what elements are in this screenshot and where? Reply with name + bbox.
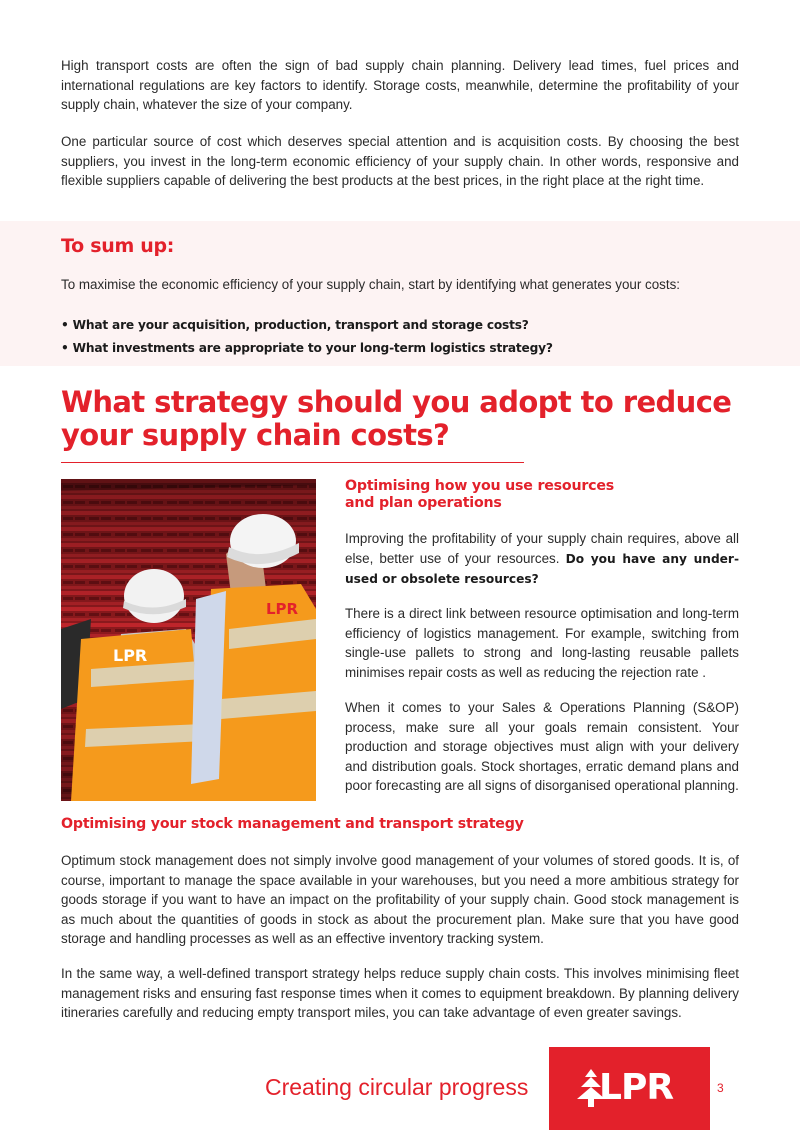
resources-p1-question: Do you have any under-used or obsolete resources? <box>345 551 740 586</box>
resources-paragraph-1 <box>345 529 739 590</box>
resources-heading: Optimising how you use resources and plan operations <box>345 478 615 511</box>
heading-divider <box>61 462 524 463</box>
summary-title: To sum up: <box>61 235 175 257</box>
main-heading: What strategy should you adopt to reduce your supply chain costs? <box>61 385 732 452</box>
summary-lead: To maximise the economic efficiency of your supply chain, start by identifying what generates your costs: <box>61 277 680 292</box>
intro-paragraph-2: One particular source of cost which deserves special attention and is acquisition costs. By choosing the best suppliers, you invest in the long-term economic efficiency of your supply chain. In other words, responsive and flexible suppliers capable of delivering the best products at the best prices, in the right place at the right time. <box>61 134 739 188</box>
resources-p3-text: When it comes to your Sales & Operations Planning (S&OP) process, make sure all your goals remain consistent. Your production and storage objectives must align with your delivery and distribution goals. Stock shortages, erratic demand plans and poor forecasting are all signs of disorganised operational planning. <box>345 700 739 793</box>
vest-logo-text: LPR <box>113 646 148 665</box>
summary-box <box>0 221 800 366</box>
footer-tagline: Creating circular progress <box>265 1074 529 1100</box>
resources-p1-text: Improving the profitability of your supply chain requires, above all else, better use of your resources. <box>345 531 739 566</box>
resources-paragraph-2 <box>345 604 739 682</box>
stock-heading: Optimising your stock management and transport strategy <box>61 816 524 832</box>
resources-p2-text: There is a direct link between resource optimisation and long-term efficiency of logistics management. For example, switching from single-use pallets to strong and long-lasting reusable pallets minimises repair costs as well as reducing the rejection rate . <box>345 606 739 680</box>
stock-heading-block <box>61 816 661 833</box>
warehouse-workers-photo <box>61 479 316 801</box>
stock-paragraph-2: In the same way, a well-defined transport strategy helps reduce supply chain costs. This involves minimising fleet management risks and ensuring fast response times when it comes to equipment breakdown. By planning delivery itineraries carefully and reducing empty transport miles, you can take advantage of even greater savings. <box>61 966 739 1020</box>
logo-wordmark: LPR <box>599 1067 674 1108</box>
vest-logo-text: LPR <box>266 600 299 618</box>
summary-list <box>61 314 553 360</box>
summary-bullet: • What investments are appropriate to your long-term logistics strategy? <box>61 341 553 355</box>
page-number: 3 <box>717 1081 724 1095</box>
resources-paragraph-3 <box>345 698 739 796</box>
lpr-logo <box>549 1047 710 1130</box>
intro-paragraph-1: High transport costs are often the sign of bad supply chain planning. Delivery lead times, fuel prices and international regulations are key factors to identify. Storage costs, meanwhile, determine the profitability of your supply chain, whatever the size of your company. <box>61 58 739 112</box>
resources-heading-block <box>345 478 645 511</box>
summary-bullet: • What are your acquisition, production, transport and storage costs? <box>61 318 529 332</box>
stock-paragraph-1: Optimum stock management does not simply involve good management of your volumes of stored goods. It is, of course, important to manage the space available in your warehouses, but you need a more ambitious strategy for goods storage if you want to have an impact on the profitability of your supply chain. Good stock management is as much about the quantities of goods in stock as about the procurement plan. Make sure that you have good storage and handling processes as well as an effective inventory tracking system. <box>61 853 739 946</box>
